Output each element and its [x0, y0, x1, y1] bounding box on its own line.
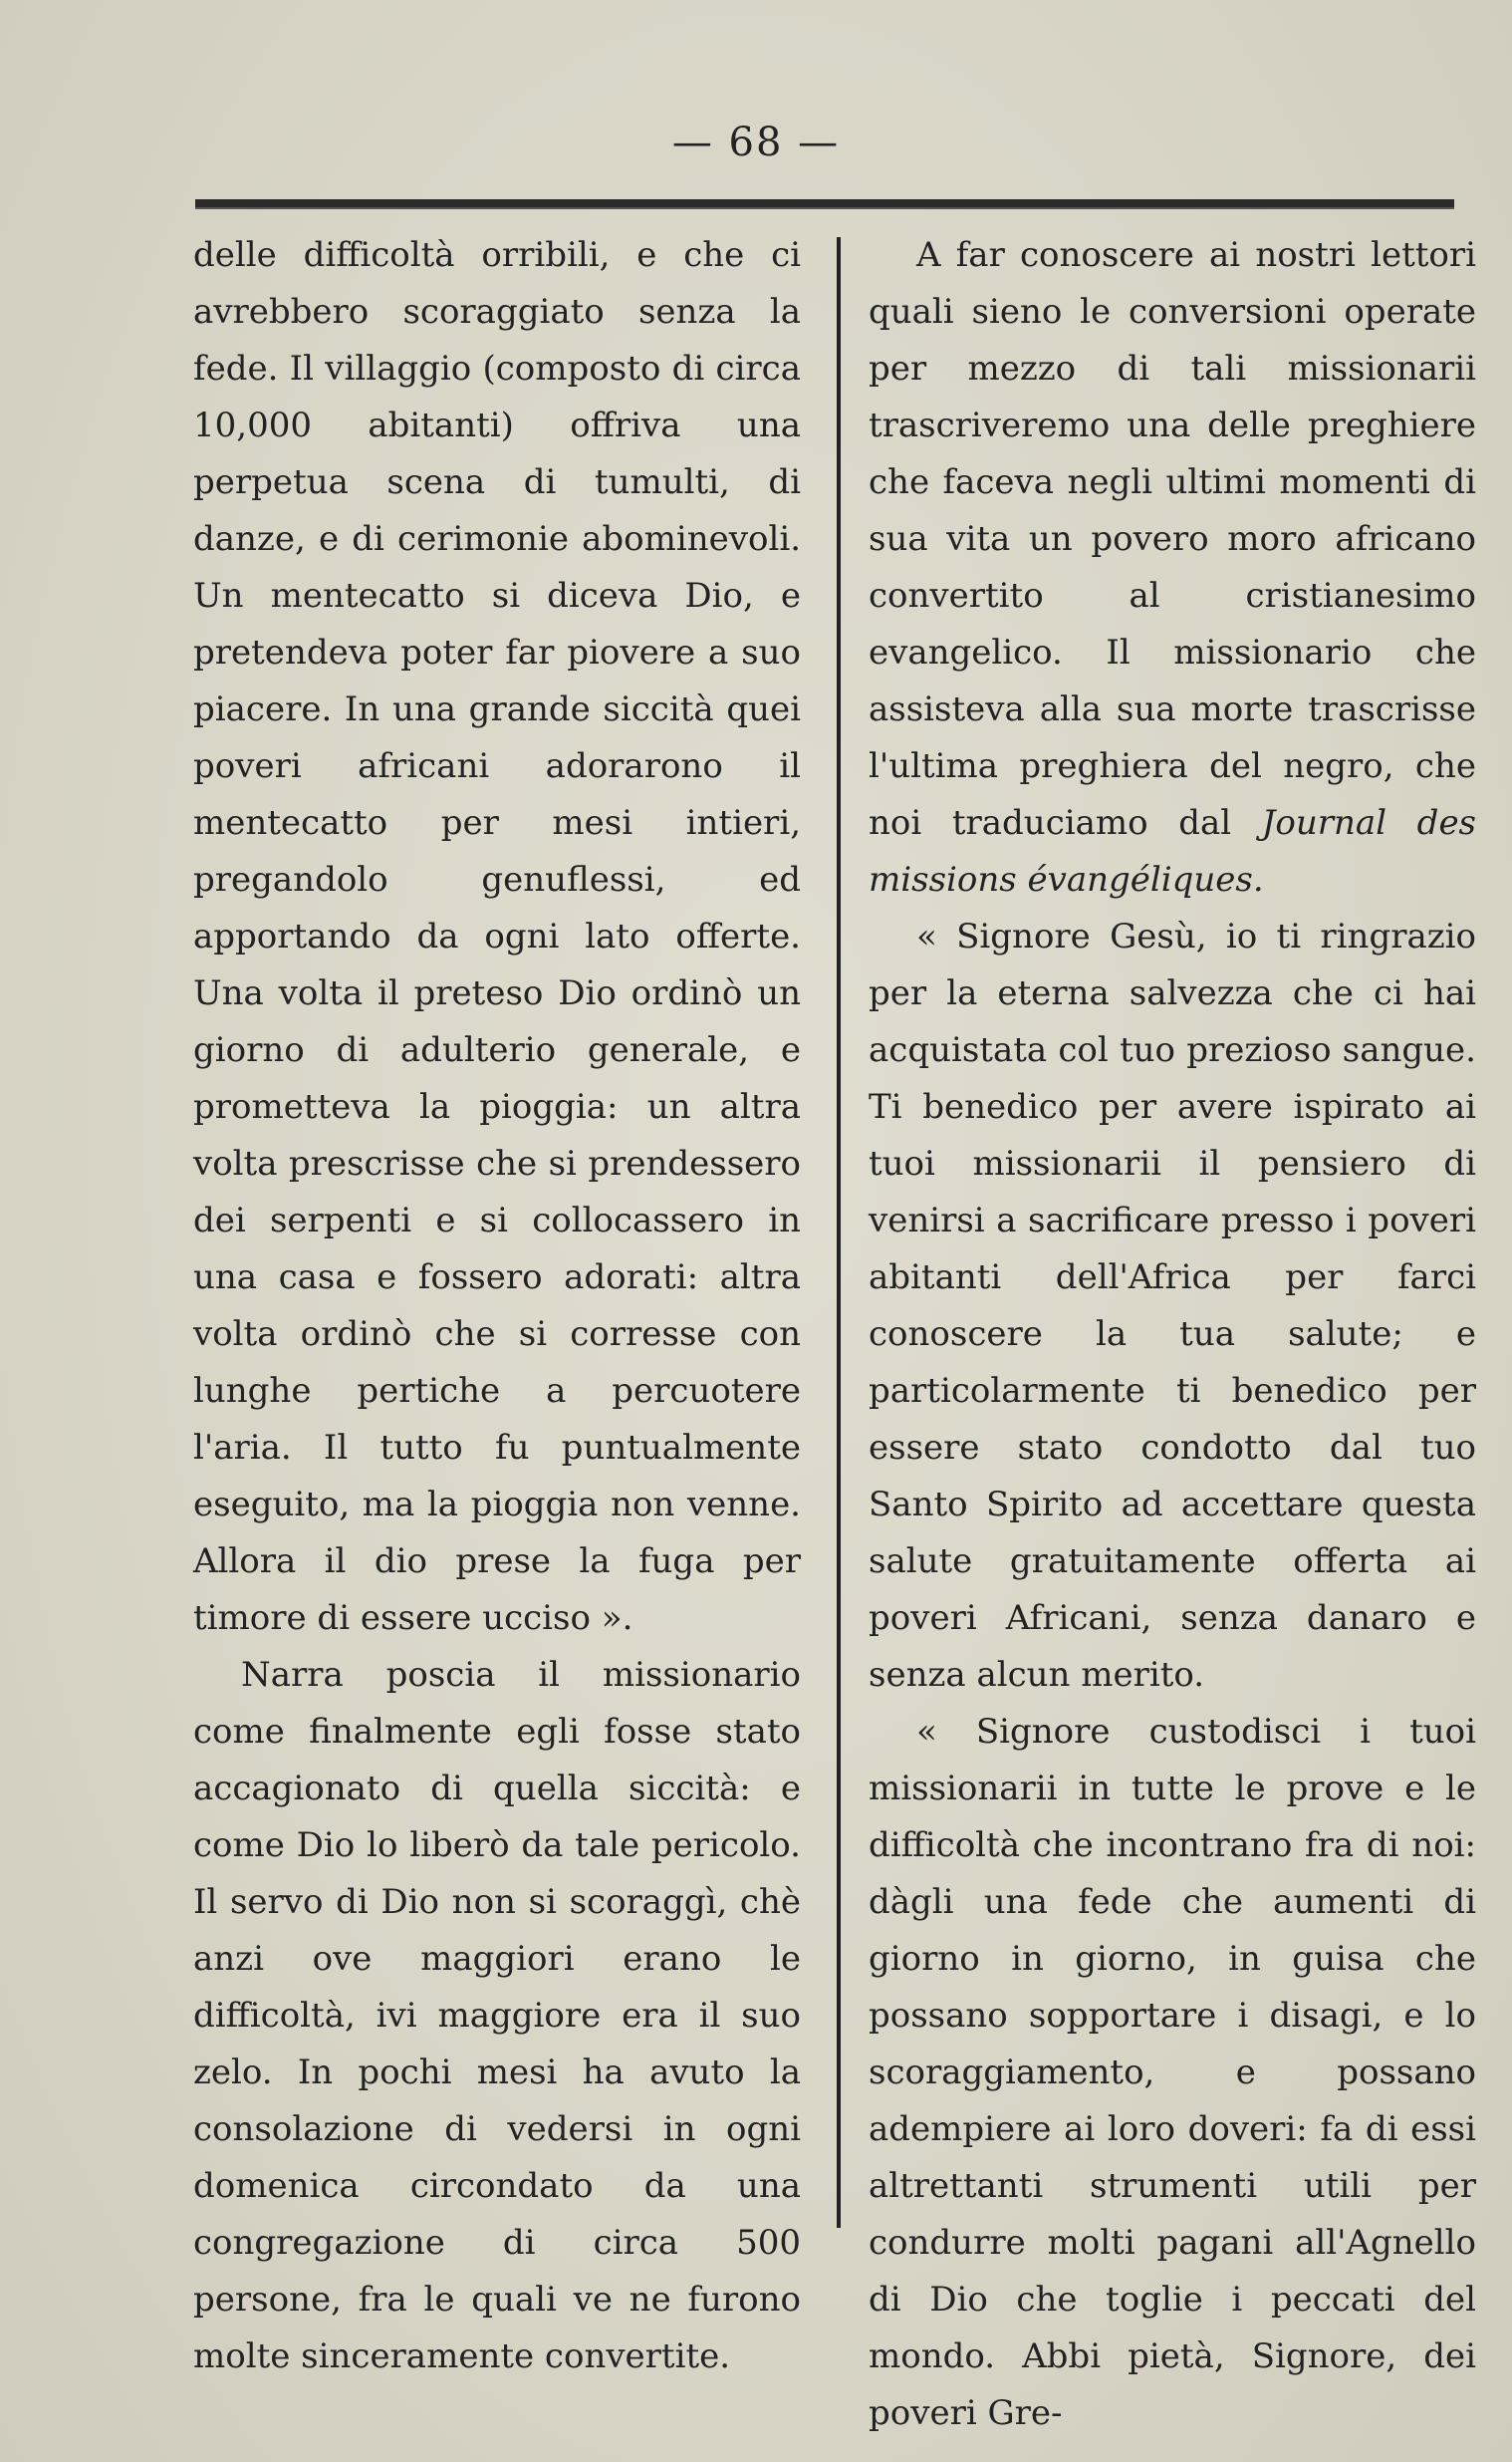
right-paragraph-2: « Signore Gesù, io ti ringrazio per la eterna salvezza che ci hai acquistata col tuo prezioso sangue. Ti benedico per avere ispirato ai tuoi missionarii il pensiero di venirsi a sacrificare presso i poveri abitanti dell'Africa per farci conoscere la tua salute; e particolarmente ti benedico per essere stato condotto dal tuo Santo Spirito ad accettare questa salute gratuitamente offerta ai poveri Africani, senza danaro e senza alcun merito.: [869, 917, 1476, 1695]
column-divider: [837, 237, 841, 2228]
page-number: — 68 —: [671, 120, 841, 165]
right-paragraph-3: « Signore custodisci i tuoi missionarii in tutte le prove e le difficoltà che incontrano fra di noi: dàgli una fede che aumenti di giorno in giorno, in guisa che possano sopportare i disagi, e lo scoraggiamento, e possano adempiere ai loro doveri: fa di essi altrettanti strumenti utili per condurre molti pagani all'Agnello di Dio che toglie i peccati del mondo. Abbi pietà, Signore, dei poveri Gre-: [869, 1712, 1476, 2433]
journal-title: Journal des missions évangéliques.: [869, 803, 1477, 900]
right-paragraph-1-text: A far conoscere ai nostri lettori quali sieno le conversioni operate per mezzo di tali missionarii trascriveremo una delle preghiere che faceva negli ultimi momenti di sua vita un povero moro africano convertito al cristianesimo evangelico. Il missionario che assisteva alla sua morte trascrisse l'ultima preghiera del negro, che noi traduciamo dal: [869, 235, 1476, 843]
left-column: [193, 227, 801, 2385]
right-column: [869, 227, 1476, 2442]
left-paragraph-2: Narra poscia il missionario come finalmente egli fosse stato accagionato di quella siccità: e come Dio lo liberò da tale pericolo. Il servo di Dio non si scoraggì, chè anzi ove maggiori erano le difficoltà, ivi maggiore era il suo zelo. In pochi mesi ha avuto la consolazione di vedersi in ogni domenica circondato da una congregazione di circa 500 persone, fra le quali ve ne furono molte sinceramente convertite.: [193, 1655, 801, 2376]
header-rule: [195, 199, 1454, 209]
right-paragraph-1: [869, 227, 1476, 909]
left-paragraph-1: delle difficoltà orribili, e che ci avrebbero scoraggiato senza la fede. Il villaggio (composto di circa 10,000 abitanti) offriva una perpetua scena di tumulti, di danze, e di cerimonie abominevoli. Un mentecatto si diceva Dio, e pretendeva poter far piovere a suo piacere. In una grande siccità quei poveri africani adorarono il mentecatto per mesi intieri, pregandolo genuflessi, ed apportando da ogni lato offerte. Una volta il preteso Dio ordinò un giorno di adulterio generale, e prometteva la pioggia: un altra volta prescrisse che si prendessero dei serpenti e si collocassero in una casa e fossero adorati: altra volta ordinò che si corresse con lunghe pertiche a percuotere l'aria. Il tutto fu puntualmente eseguito, ma la pioggia non venne. Allora il dio prese la fuga per timore di essere ucciso ».: [193, 235, 801, 1638]
